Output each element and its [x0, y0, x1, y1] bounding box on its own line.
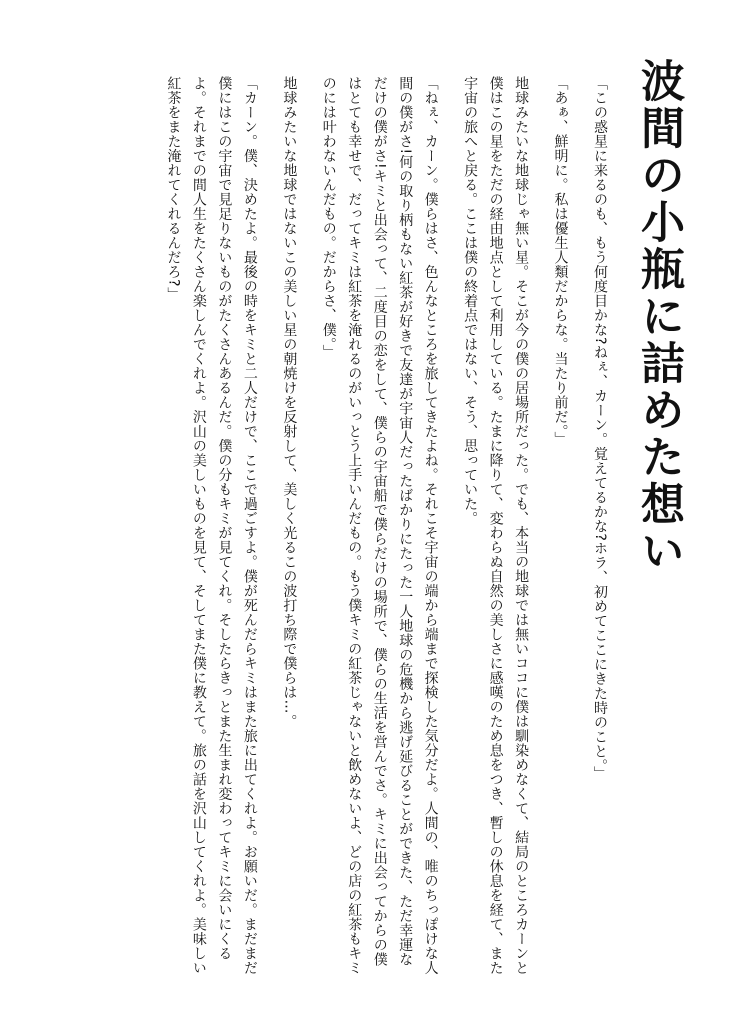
story-body: [165, 76, 612, 976]
paragraph-dialogue-1: 「この惑星に来るのも、もう何度目かな?ねぇ、カーン。覚えてるかな?ホラ、初めてここにきた時のこと。」: [592, 76, 608, 781]
paragraph-dialogue-3: 「ねぇ、カーン。僕らはさ、色んなところを旅してきたよね。それこそ宇宙の端から端まで探検した気分だよ。人間の、唯のちっぽけな人間の僕がさ!何の取り柄もない紅茶が好きで友達が宇宙人だったばかりにたった一人地球の危機から逃げ延びることができた、ただ幸運なだけの僕がさ!キミと出会って、二度目の恋をして、僕らの宇宙船で僕らだけの場所で、僕らの生活を営んでさ。キミに出会ってからの僕はとても幸せで、だってキミは紅茶を淹れるのがいっとう上手いんだもの。もう僕キミの紅茶じゃないと飲めないよ、どの店の紅茶もキミのには叶わないんだもの。だからさ、僕。」: [320, 76, 439, 975]
paragraph-dialogue-2: 「あぁ、鮮明に。私は優生人類だからな。当たり前だ。」: [552, 76, 569, 446]
paragraph-narration-2: 地球みたいな地球ではないこの美しい星の朝焼けを反射して、美しく光るこの波打ち際で僕らは…。: [281, 76, 298, 729]
page-title: 波間の小瓶に詰めた想い: [633, 58, 684, 575]
paragraph-narration-1: 地球みたいな地球じゃ無い星。そこが今の僕の居場所だった。でも、本当の地球では無いココに僕は馴染めなくて、結局のところカーンと僕はこの星をただの経由地点として利用している。たまに降りて、変わらぬ自然の美しさに感嘆のため息をつき、暫しの休息を経て、また宇宙の旅へと戻る。ここは僕の終着点ではない、そう、思っていた。: [462, 76, 530, 975]
paragraph-dialogue-4: 「カーン。僕、決めたよ。最後の時をキミと二人だけで、ここで過ごすよ。僕が死んだらキミはまた旅に出てくれよ。お願いだ。まだまだ僕にはこの宇宙で見足りないものがたくさんあるんだ。僕の分もキミが見てくれ。そしたらきっとまた生まれ変わってキミに会いにくるよ。それまでの間人生をたくさん楽しんでくれよ。沢山の美しいものを見て、そしてまた僕に教えて。旅の話を沢山してくれよ。美味しい紅茶をまた淹れてくれるんだろ?」: [165, 76, 258, 975]
